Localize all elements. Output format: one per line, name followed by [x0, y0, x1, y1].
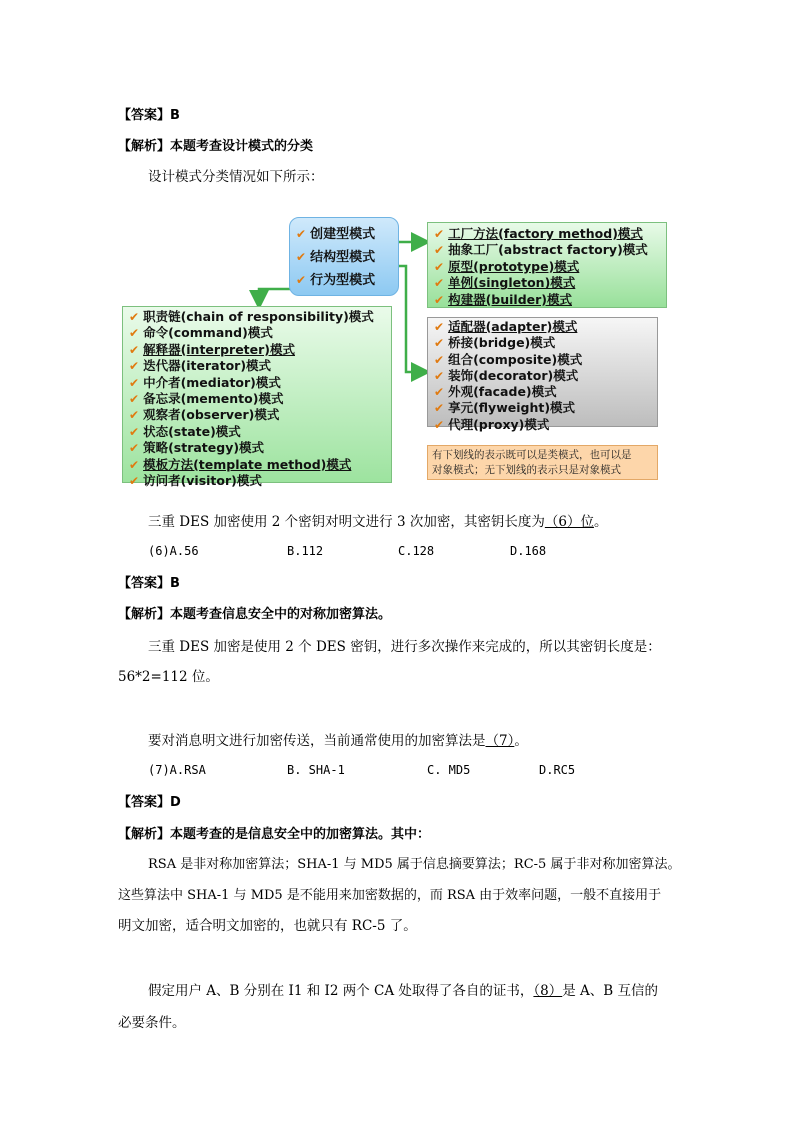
question-6: 三重 DES 加密使用 2 个密钥对明文进行 3 次加密，其密钥长度为（6）位。	[148, 514, 608, 530]
check-icon: ✔	[129, 457, 140, 472]
pattern-label: 原型(prototype)模式	[448, 258, 580, 274]
option-d: D.168	[510, 544, 547, 558]
note-line: 对象模式；无下划线的表示只是对象模式	[432, 464, 621, 476]
check-icon: ✔	[434, 243, 445, 258]
pattern-item	[434, 242, 660, 258]
pattern-item	[129, 457, 385, 473]
pattern-item	[434, 259, 660, 275]
pattern-item	[129, 473, 385, 489]
check-icon: ✔	[434, 259, 445, 274]
pattern-item	[434, 275, 660, 291]
pattern-item	[129, 407, 385, 423]
check-icon: ✔	[434, 276, 445, 291]
pattern-item	[434, 352, 651, 368]
analysis-label: 【解析】本题考查的是信息安全中的加密算法。其中：	[118, 827, 431, 842]
check-icon: ✔	[129, 359, 140, 374]
blank-6: （6）位	[544, 514, 594, 530]
pattern-item	[129, 440, 385, 456]
pattern-label: 装饰(decorator)模式	[448, 367, 579, 383]
check-icon: ✔	[129, 342, 140, 357]
arrow-structural	[395, 266, 426, 372]
analysis-text: 明文加密，适合明文加密的，也就只有 RC-5 了。	[118, 918, 417, 934]
pattern-label: 工厂方法(factory method)模式	[448, 226, 643, 241]
note-line: 有下划线的表示既可以是类模式，也可以是	[432, 449, 632, 461]
check-icon: ✔	[296, 273, 307, 287]
structural-patterns-box	[427, 317, 658, 432]
check-icon: ✔	[129, 441, 140, 456]
pattern-item	[129, 309, 385, 325]
check-icon: ✔	[296, 227, 307, 241]
pattern-item	[129, 325, 385, 341]
analysis-intro: 设计模式分类情况如下所示：	[148, 169, 324, 185]
pattern-label: 抽象工厂(abstract factory)模式	[448, 242, 648, 258]
pattern-label: 策略(strategy)模式	[143, 440, 265, 456]
pattern-label: 解释器(interpreter)模式	[143, 341, 295, 357]
pattern-item	[434, 292, 660, 308]
option-b: B.112	[287, 544, 324, 558]
legend-note	[427, 445, 658, 480]
option-a: (6)A.56	[148, 544, 199, 558]
option-b: B. SHA-1	[287, 763, 345, 777]
check-icon: ✔	[434, 352, 445, 367]
analysis-label: 【解析】本题考查设计模式的分类	[118, 139, 314, 154]
check-icon: ✔	[434, 320, 445, 334]
check-icon: ✔	[434, 401, 445, 416]
answer-label: 【答案】B	[118, 108, 180, 123]
pattern-item	[434, 226, 660, 242]
pattern-item	[129, 358, 385, 374]
option-d: D.RC5	[539, 763, 576, 777]
pattern-label: 代理(proxy)模式	[448, 416, 550, 432]
pattern-item	[129, 342, 385, 358]
pattern-item	[129, 375, 385, 391]
pattern-label: 享元(flyweight)模式	[448, 400, 576, 416]
pattern-item	[434, 368, 651, 384]
pattern-label: 外观(facade)模式	[448, 384, 557, 400]
pattern-item	[434, 319, 651, 335]
check-icon: ✔	[434, 368, 445, 383]
pattern-label: 模板方法(template method)模式	[143, 456, 352, 472]
creational-patterns-box	[427, 222, 667, 308]
check-icon: ✔	[129, 375, 140, 390]
category-item: ✔ 行为型模式	[296, 273, 376, 288]
question-7: 要对消息明文进行加密传送，当前通常使用的加密算法是（7）。	[148, 733, 528, 749]
analysis-text: 这些算法中 SHA-1 与 MD5 是不能用来加密数据的，而 RSA 由于效率问题，一般不直接用于	[118, 888, 662, 903]
blank-8: （8）	[533, 983, 563, 999]
pattern-label: 状态(state)模式	[143, 423, 241, 439]
pattern-label: 迭代器(iterator)模式	[143, 358, 272, 374]
check-icon: ✔	[434, 292, 445, 307]
question-8-cont: 必要条件。	[118, 1015, 186, 1031]
behavioral-patterns-box	[122, 306, 392, 489]
pattern-label: 组合(composite)模式	[448, 351, 583, 367]
analysis-text: 56*2=112 位。	[118, 669, 219, 685]
pattern-label: 桥接(bridge)模式	[448, 335, 556, 351]
pattern-label: 构建器(builder)模式	[448, 291, 572, 307]
check-icon: ✔	[129, 392, 140, 407]
pattern-label: 单例(singleton)模式	[448, 275, 576, 291]
pattern-label: 命令(command)模式	[143, 325, 273, 341]
pattern-label: 备忘录(memento)模式	[143, 391, 284, 407]
check-icon: ✔	[129, 310, 140, 324]
question-8: 假定用户 A、B 分别在 I1 和 I2 两个 CA 处取得了各自的证书，（8）是 A、B 互信的	[148, 983, 659, 999]
pattern-item	[129, 391, 385, 407]
check-icon: ✔	[434, 227, 445, 241]
check-icon: ✔	[296, 250, 307, 264]
pattern-label: 中介者(mediator)模式	[143, 374, 281, 390]
answer-label: 【答案】D	[118, 795, 181, 810]
analysis-label: 【解析】本题考查信息安全中的对称加密算法。	[118, 607, 392, 622]
check-icon: ✔	[129, 424, 140, 439]
pattern-item	[434, 384, 651, 400]
answer-label: 【答案】B	[118, 576, 180, 591]
check-icon: ✔	[129, 326, 140, 341]
pattern-label: 职责链(chain of responsibility)模式	[143, 309, 374, 324]
analysis-text: RSA 是非对称加密算法；SHA-1 与 MD5 属于信息摘要算法；RC-5 属于非对称加密算法。	[148, 857, 681, 872]
category-box	[289, 217, 399, 296]
check-icon: ✔	[434, 417, 445, 432]
option-a: (7)A.RSA	[148, 763, 206, 777]
pattern-item	[434, 335, 651, 351]
check-icon: ✔	[129, 408, 140, 423]
pattern-label: 观察者(observer)模式	[143, 407, 280, 423]
option-c: C.128	[398, 544, 435, 558]
category-item: ✔ 结构型模式	[296, 250, 376, 265]
pattern-label: 访问者(visitor)模式	[143, 473, 262, 489]
pattern-label: 适配器(adapter)模式	[448, 319, 578, 334]
analysis-text: 三重 DES 加密是使用 2 个 DES 密钥，进行多次操作来完成的，所以其密钥长度是：	[148, 639, 661, 655]
check-icon: ✔	[434, 385, 445, 400]
check-icon: ✔	[434, 336, 445, 351]
pattern-item	[434, 400, 651, 416]
category-item: ✔ 创建型模式	[296, 227, 376, 242]
check-icon: ✔	[129, 474, 140, 489]
option-c: C. MD5	[427, 763, 471, 777]
pattern-item	[434, 417, 651, 433]
pattern-item	[129, 424, 385, 440]
blank-7: （7）	[485, 733, 515, 749]
